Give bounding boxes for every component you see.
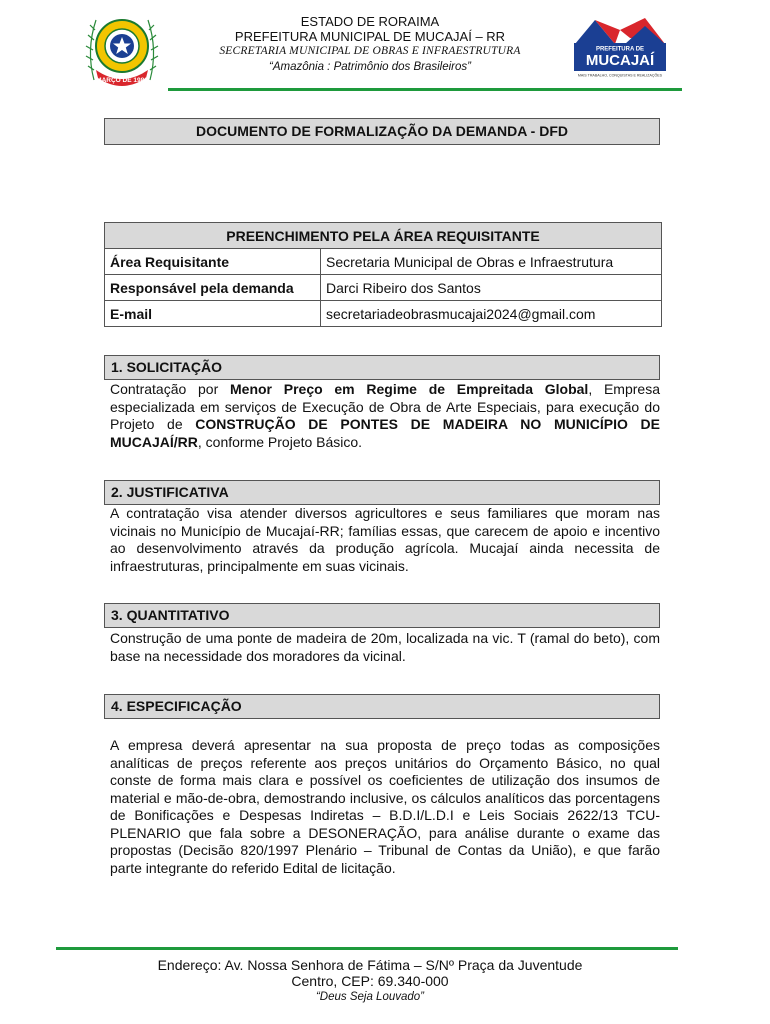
section-justificativa-text: A contratação visa atender diversos agricultores e seus familiares que moram nas vicinais no Município de Mucajaí-RR; famílias essas, que carecem de apoio e incentivo ao desenvolvimento através da produção agrícola. Mucajaí ainda necessita de infraestruturas, principalmente em suas vicinais. — [110, 505, 660, 574]
text-run: Contratação por — [110, 381, 230, 397]
logo-tagline-text: MAIS TRABALHO, CONQUISTAS E REALIZAÇÕES — [577, 73, 663, 78]
row-value: Secretaria Municipal de Obras e Infraestrutura — [321, 249, 662, 275]
text-run-bold: CONSTRUÇÃO DE PONTES DE MADEIRA NO MUNICÍPIO DE MUCAJAÍ/RR — [110, 416, 660, 450]
section-justificativa-title: 2. JUSTIFICATIVA — [104, 480, 660, 505]
header-secretariat: SECRETARIA MUNICIPAL DE OBRAS E INFRAESTRUTURA — [219, 45, 521, 57]
text-run: , conforme Projeto Básico. — [197, 433, 363, 450]
row-label: E-mail — [105, 301, 321, 327]
section-especificacao-text: A empresa deverá apresentar na sua proposta de preço todas as composições analíticas de preços referente aos preços unitários do Orçamento Básico, no qual conste de forma mais clara e possível os coeficientes de utilização dos insumos de material e mão-de-obra, demostrando inclusive, os cálculos analíticos das porcentagens de Bonificações e Despesas Indiretas – B.D.I/L.D.I e Leis Sociais 2622/13 TCU-PLENARIO que fala sobre a DESONERAÇÃO, para análise durante o exame das propostas (Decisão 820/1997 Plenário – Tribunal de Contas da União), e que farão parte integrante do referido Edital de licitação. — [110, 737, 660, 876]
header-state: ESTADO DE RORAIMA — [300, 14, 440, 29]
table-row — [105, 249, 662, 275]
footer-cep: Centro, CEP: 69.340-000 — [291, 973, 449, 989]
prefeitura-logo-icon — [570, 16, 670, 78]
logo-main-text: MUCAJAÍ — [585, 52, 655, 69]
section-solicitacao-title: 1. SOLICITAÇÃO — [104, 355, 660, 380]
section-especificacao-title: 4. ESPECIFICAÇÃO — [104, 694, 660, 719]
requester-table — [104, 222, 662, 327]
header-divider — [168, 88, 682, 91]
table-row — [105, 275, 662, 301]
footer-motto: “Deus Seja Louvado” — [315, 991, 425, 1003]
section-quantitativo-text: Construção de uma ponte de madeira de 20m, localizada na vic. T (ramal do beto), com base na necessidade dos moradores da vicinal. — [110, 630, 660, 664]
requester-table-heading: PREENCHIMENTO PELA ÁREA REQUISITANTE — [105, 223, 662, 249]
row-label: Área Requisitante — [105, 249, 321, 275]
table-row — [105, 301, 662, 327]
text-run-bold: Menor Preço em Regime de Empreitada Global — [230, 381, 589, 397]
row-value: secretariadeobrasmucajai2024@gmail.com — [321, 301, 662, 327]
header-prefecture: PREFEITURA MUNICIPAL DE MUCAJAÍ – RR — [234, 29, 506, 44]
row-label: Responsável pela demanda — [105, 275, 321, 301]
crest-ribbon-text: MARÇO DE 1982 — [96, 77, 148, 84]
footer-divider — [56, 947, 678, 950]
header-motto: “Amazônia : Patrimônio dos Brasileiros” — [269, 61, 471, 73]
municipal-crest-icon — [80, 10, 164, 88]
document-title: DOCUMENTO DE FORMALIZAÇÃO DA DEMANDA - DFD — [104, 118, 660, 145]
text-run: , Empresa especializada em serviços de Execução de Obra de Arte Especiais, para execução do Projeto de — [110, 381, 660, 432]
row-value: Darci Ribeiro dos Santos — [321, 275, 662, 301]
section-solicitacao-text — [110, 381, 660, 451]
footer-address: Endereço: Av. Nossa Senhora de Fátima – S/Nº Praça da Juventude — [157, 957, 583, 973]
section-quantitativo-title: 3. QUANTITATIVO — [104, 603, 660, 628]
logo-top-text: PREFEITURA DE — [595, 46, 645, 53]
